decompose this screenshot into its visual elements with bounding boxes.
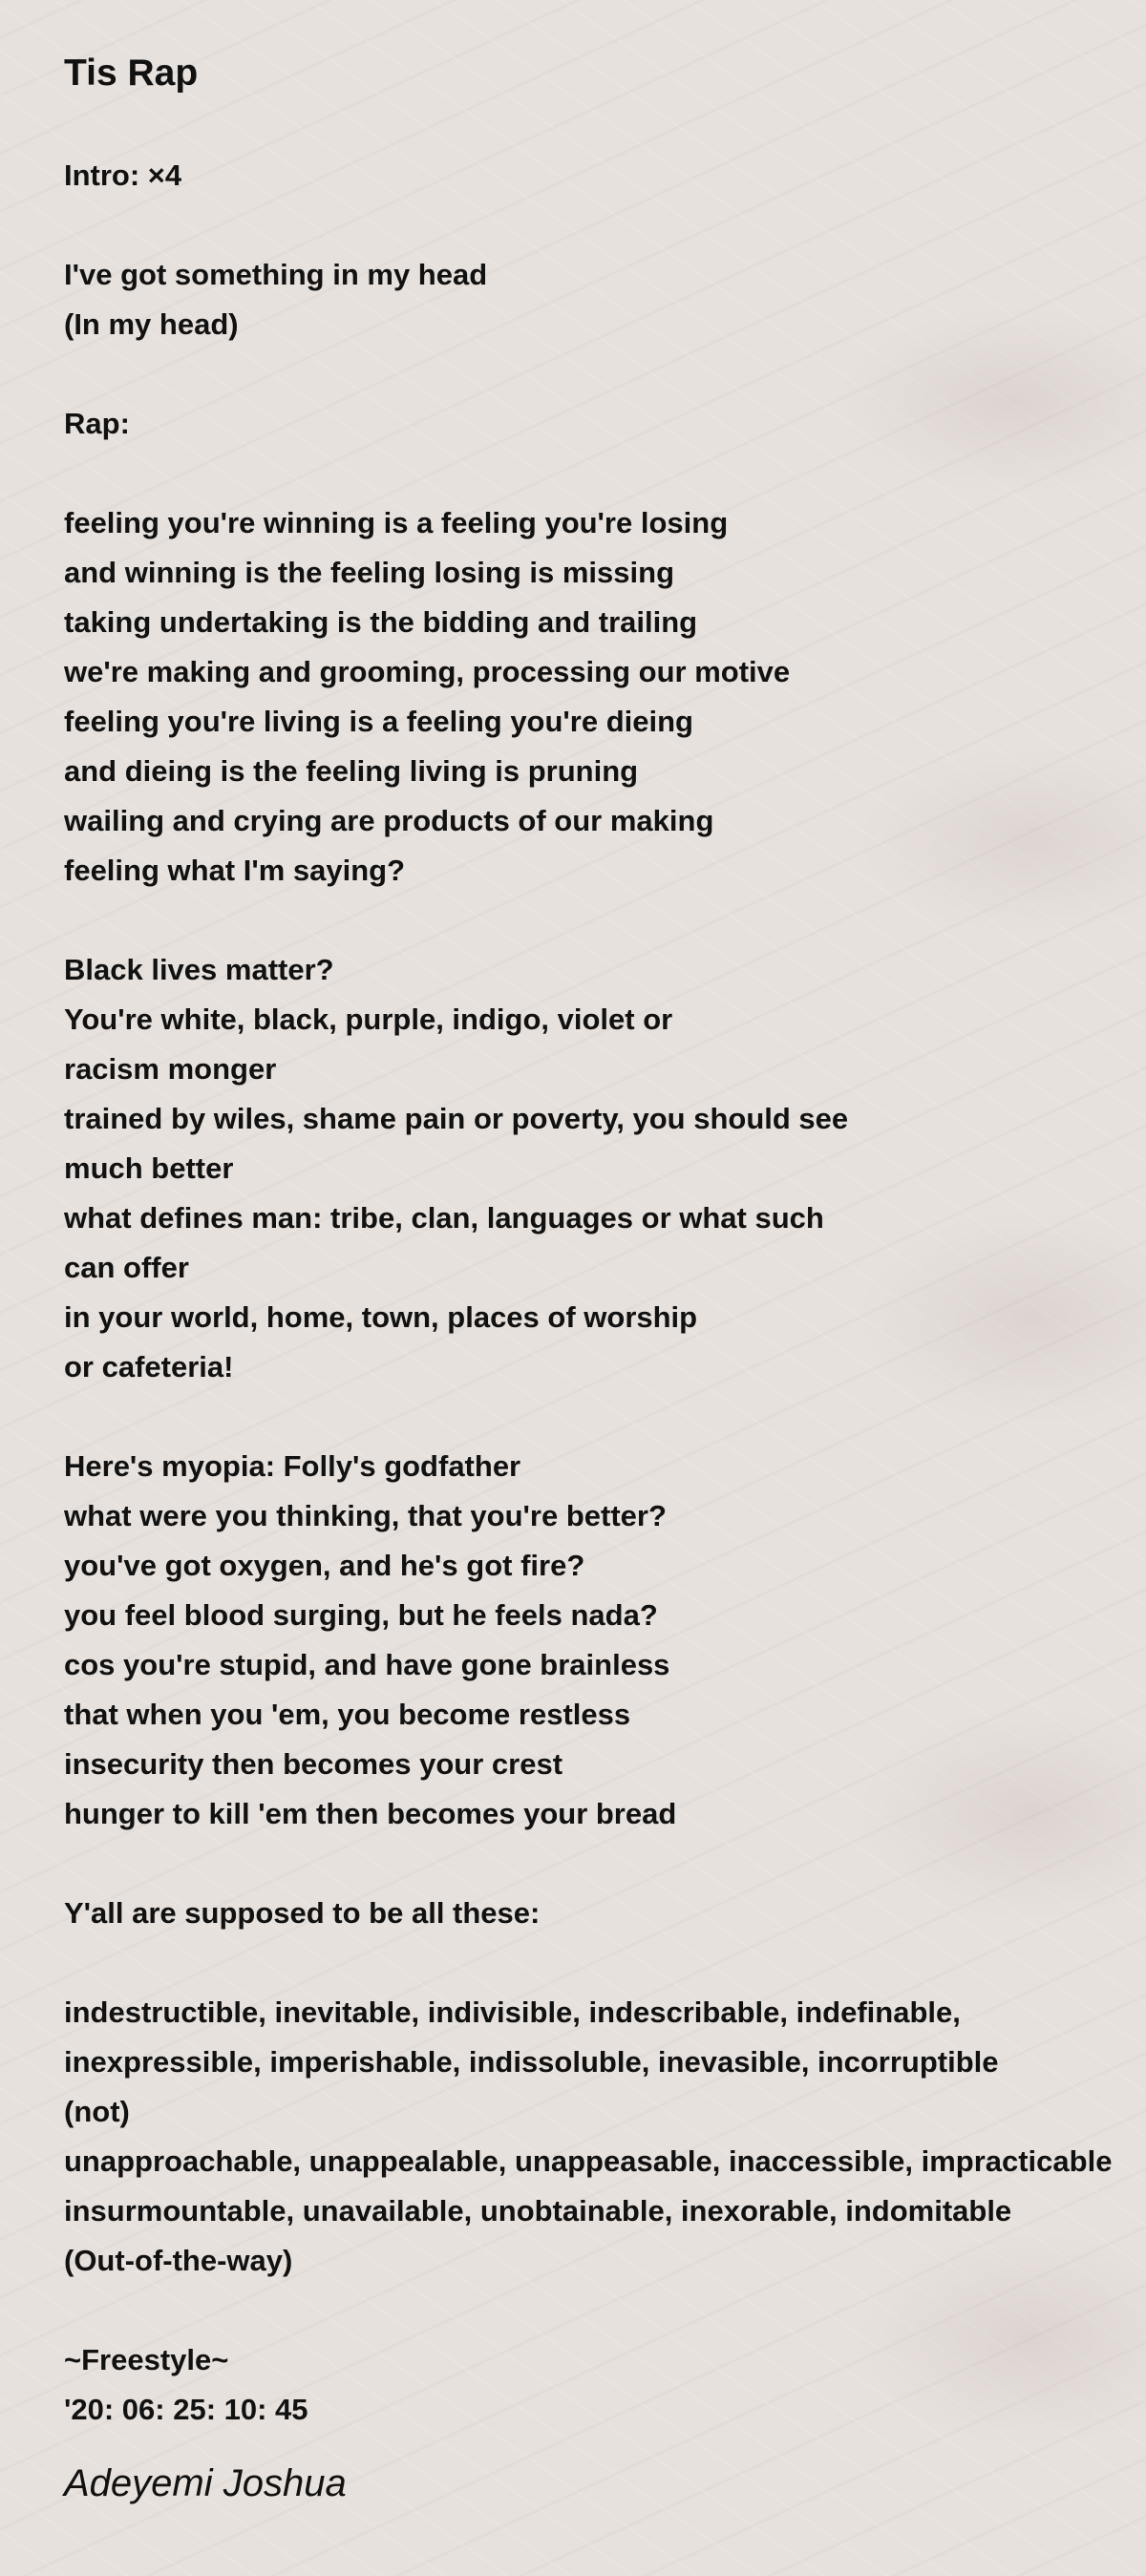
stanza-break: [64, 1938, 1138, 1988]
poem-line: I've got something in my head: [64, 258, 488, 291]
poem-line: and dieing is the feeling living is pruning: [64, 754, 639, 788]
poem-line: indestructible, inevitable, indivisible, indescribable, indefinable,: [64, 1995, 961, 2029]
poem-title: Tis Rap: [64, 53, 199, 94]
poem-line: Rap:: [64, 407, 130, 440]
poem-line: (Out-of-the-way): [64, 2244, 293, 2277]
poem-line: (not): [64, 2095, 130, 2128]
poem-line: and winning is the feeling losing is missing: [64, 556, 675, 589]
poem-line: racism monger: [64, 1052, 277, 1086]
poem-line: taking undertaking is the bidding and trailing: [64, 605, 698, 639]
stanza-break: [64, 1839, 1138, 1889]
poem-line: ~Freestyle~: [64, 2343, 229, 2376]
poem-line: can offer: [64, 1251, 189, 1284]
poem-line: much better: [64, 1151, 234, 1185]
poem-line: hunger to kill 'em then becomes your bread: [64, 1797, 677, 1830]
poem-line: feeling you're living is a feeling you're dieing: [64, 705, 693, 738]
poem-line: insurmountable, unavailable, unobtainable, inexorable, indomitable: [64, 2194, 1012, 2228]
stanza-break: [64, 201, 1138, 250]
poem-line: '20: 06: 25: 10: 45: [64, 2393, 308, 2426]
poem-line: feeling you're winning is a feeling you're losing: [64, 506, 729, 539]
poem-line: insecurity then becomes your crest: [64, 1747, 563, 1781]
poem-line: or cafeteria!: [64, 1350, 234, 1383]
poem-line: unapproachable, unappealable, unappeasable, inaccessible, impracticable: [64, 2144, 1113, 2178]
poem-line: wailing and crying are products of our making: [64, 804, 714, 837]
poem-line: feeling what I'm saying?: [64, 854, 406, 887]
poem-line: what were you thinking, that you're better?: [64, 1499, 667, 1532]
poem-line: trained by wiles, shame pain or poverty, you should see: [64, 1102, 849, 1135]
stanza-break: [64, 2286, 1138, 2335]
poem-line: cos you're stupid, and have gone brainless: [64, 1648, 670, 1681]
poem-line: in your world, home, town, places of worship: [64, 1300, 698, 1334]
poem-line: that when you 'em, you become restless: [64, 1698, 631, 1731]
poem-line: You're white, black, purple, indigo, violet or: [64, 1003, 673, 1036]
stanza-break: [64, 349, 1138, 399]
poem-line: you feel blood surging, but he feels nada?: [64, 1598, 658, 1632]
poem-body: [64, 151, 1138, 2435]
stanza-break: [64, 449, 1138, 498]
poem-line: (In my head): [64, 307, 239, 341]
poem-line: Y'all are supposed to be all these:: [64, 1896, 541, 1930]
poem-author: Adeyemi Joshua: [64, 2462, 347, 2504]
poem-line: we're making and grooming, processing our motive: [64, 655, 791, 688]
poem-line: inexpressible, imperishable, indissoluble, inevasible, incorruptible: [64, 2045, 999, 2079]
poem-line: you've got oxygen, and he's got fire?: [64, 1549, 585, 1582]
poem-line: Here's myopia: Folly's godfather: [64, 1449, 521, 1483]
poem-line: what defines man: tribe, clan, languages or what such: [64, 1201, 824, 1235]
poem-page: [64, 46, 1138, 2510]
poem-line: Intro: ×4: [64, 158, 182, 192]
stanza-break: [64, 896, 1138, 945]
poem-line: Black lives matter?: [64, 953, 334, 986]
stanza-break: [64, 1392, 1138, 1442]
